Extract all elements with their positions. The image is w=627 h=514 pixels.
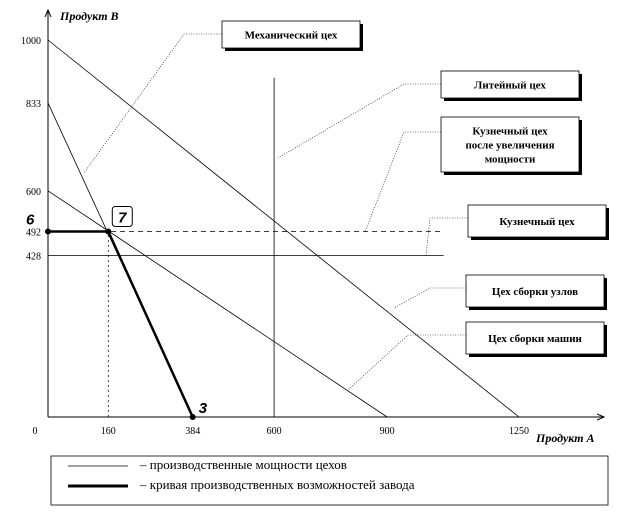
ppf-curve bbox=[48, 232, 193, 417]
callout-leader bbox=[278, 84, 441, 158]
y-tick-label: 1000 bbox=[21, 36, 41, 47]
y-tick-label: 428 bbox=[26, 251, 41, 263]
capacity-line bbox=[48, 191, 387, 417]
callout-leader bbox=[394, 288, 466, 308]
point-marker bbox=[45, 229, 51, 235]
point-label: 3 bbox=[198, 400, 208, 417]
x-tick-label: 900 bbox=[379, 426, 395, 437]
point-label: 7 bbox=[118, 209, 127, 227]
legend-label: – кривая производственных возможностей завода bbox=[140, 477, 415, 492]
callout-label: Кузнечный цех bbox=[472, 125, 548, 138]
point-marker bbox=[190, 414, 196, 420]
callout-label: Цех сборки узлов bbox=[491, 286, 579, 298]
y-tick-label: 600 bbox=[26, 186, 41, 198]
y-axis-title: Продукт В bbox=[60, 9, 119, 23]
y-tick-label: 833 bbox=[26, 98, 41, 110]
callout-label: после увеличения bbox=[465, 139, 555, 152]
callout-leader bbox=[426, 218, 468, 256]
x-tick-label: 0 bbox=[32, 426, 38, 437]
callout-leader bbox=[84, 34, 222, 173]
callout-label: Цех сборки машин bbox=[488, 333, 582, 345]
legend-label: – производственные мощности цехов bbox=[140, 457, 347, 472]
x-tick-label: 600 bbox=[266, 426, 282, 437]
x-tick-label: 160 bbox=[100, 426, 116, 437]
y-tick-label: 492 bbox=[26, 227, 41, 239]
callout-leader bbox=[365, 132, 441, 232]
callout-leader bbox=[348, 335, 466, 390]
x-tick-label: 384 bbox=[185, 426, 201, 437]
x-axis-title: Продукт А bbox=[536, 431, 595, 445]
callout-label: мощности bbox=[484, 153, 536, 166]
callout-label: Механический цех bbox=[244, 29, 338, 42]
point-marker bbox=[105, 229, 111, 235]
x-tick-label: 1250 bbox=[509, 426, 529, 437]
callout-label: Кузнечный цех bbox=[499, 216, 575, 228]
point-label: 6 bbox=[26, 211, 35, 229]
callout-label: Литейный цех bbox=[474, 79, 546, 92]
